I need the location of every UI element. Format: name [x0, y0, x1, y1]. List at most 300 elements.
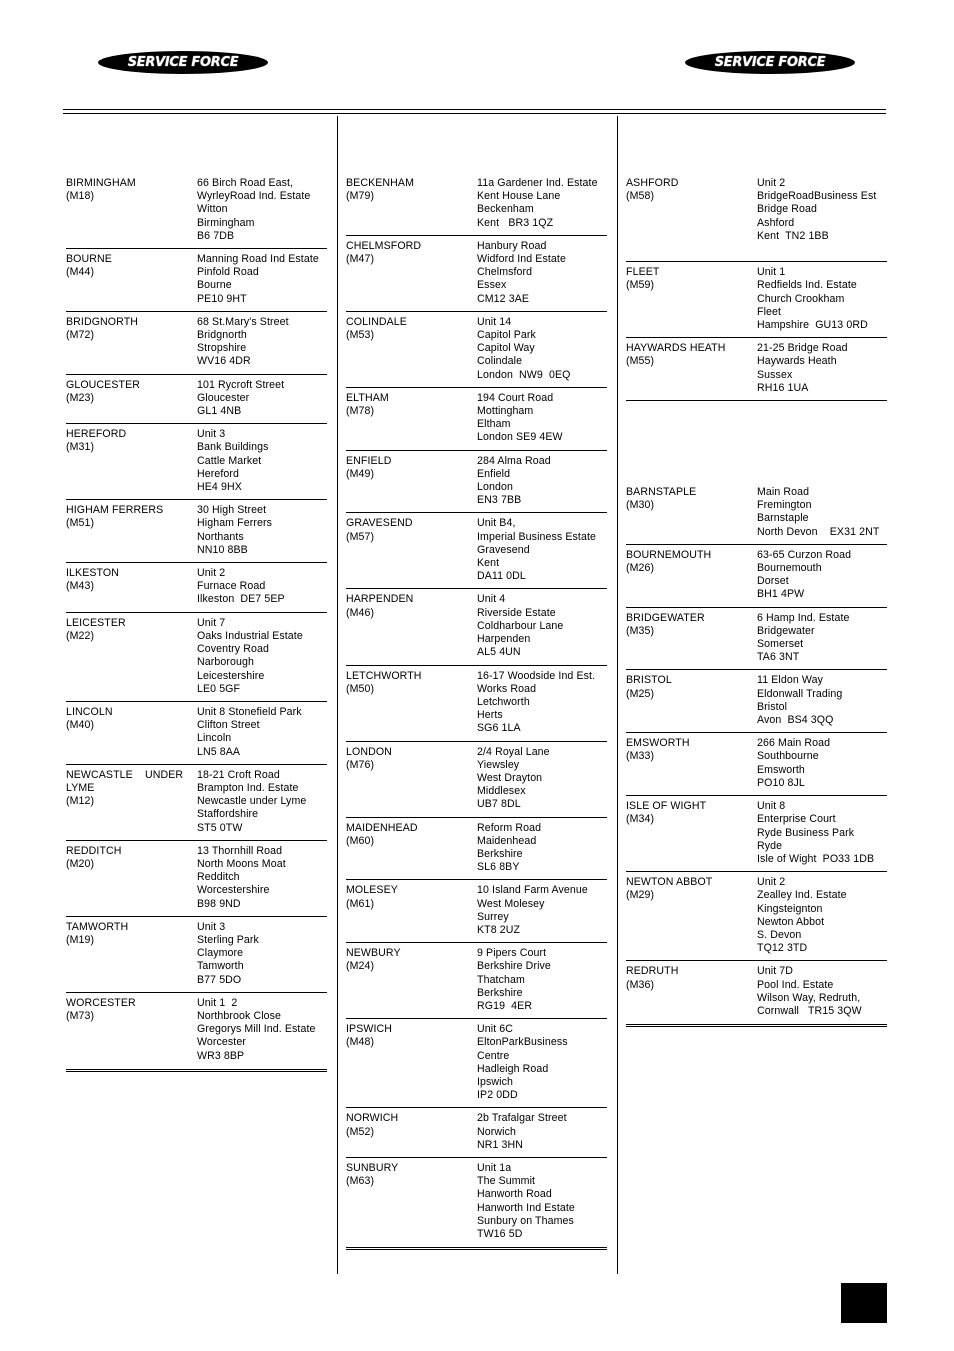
centre-code: (M29) [626, 889, 655, 902]
centre-name: BRIDGEWATER [626, 611, 705, 624]
service-centre-entry [626, 800, 887, 872]
centre-address [477, 240, 607, 306]
address-line: Unit 1a [477, 1162, 512, 1174]
centre-location [346, 392, 477, 445]
address-line: Beckenham [477, 203, 534, 216]
centre-code: (M49) [346, 467, 375, 480]
address-line: Church Crookham [757, 292, 845, 305]
address-line: 21-25 Bridge Road [757, 342, 848, 355]
address-line: Bridge Road [757, 203, 817, 216]
service-centre-entry [66, 921, 327, 993]
centre-location [66, 617, 197, 696]
centre-location [626, 266, 757, 332]
centre-address [477, 392, 607, 445]
centre-location [346, 517, 477, 583]
centre-address [197, 769, 327, 835]
address-line: Herts [477, 709, 503, 722]
centre-address [757, 674, 887, 727]
header-rule [63, 113, 886, 114]
address-line: Lincoln [197, 732, 232, 745]
centre-location [346, 455, 477, 508]
centre-address [477, 316, 607, 382]
address-line: Gravesend [477, 543, 530, 556]
section-gap [626, 405, 887, 486]
address-line: Bristol [757, 700, 788, 713]
address-line: Northants [197, 530, 244, 543]
centre-address [197, 845, 327, 911]
address-line: Capitol Park [477, 329, 536, 342]
address-line: Unit 1 [757, 266, 786, 279]
address-line: Norwich [477, 1125, 516, 1138]
address-line: West Drayton [477, 771, 543, 784]
address-line: 2/4 Royal Lane [477, 745, 550, 758]
centre-code: (M44) [66, 266, 95, 279]
service-centre-entry [346, 947, 607, 1019]
centre-name: TAMWORTH [66, 920, 129, 933]
centre-name: BRIDGNORTH [66, 315, 139, 328]
centre-location [66, 567, 197, 607]
centre-address [757, 266, 887, 332]
address-line: Essex [477, 279, 507, 292]
address-line: Unit 4 [477, 593, 506, 606]
address-line: Letchworth [477, 695, 530, 708]
centre-name: REDRUTH [626, 965, 679, 978]
address-line: TA6 3NT [757, 651, 800, 664]
centre-address [477, 593, 607, 659]
centre-name: BRISTOL [626, 674, 672, 687]
centre-address [757, 486, 887, 539]
centre-code: (M23) [66, 391, 95, 404]
address-line: Unit 3 [197, 428, 226, 441]
centre-location [626, 486, 757, 539]
address-line: Manning Road Ind Estate [197, 253, 319, 266]
address-line: Newcastle under Lyme [197, 795, 307, 808]
centre-code: (M25) [626, 687, 655, 700]
address-line: Barnstaple [757, 512, 809, 525]
address-line: 68 St.Mary's Street [197, 315, 289, 328]
service-centre-entry [66, 997, 327, 1072]
address-line: Mottingham [477, 405, 534, 418]
page-number-box [841, 1283, 887, 1323]
service-centre-entry [66, 706, 327, 765]
centre-name: ENFIELD [346, 454, 392, 467]
address-line: UB7 8DL [477, 798, 521, 811]
address-line: Ashford [757, 216, 795, 229]
centre-code: (M73) [66, 1009, 95, 1022]
address-line: Widford Ind Estate [477, 253, 566, 266]
address-line: Gloucester [197, 391, 250, 404]
centre-code: (M76) [346, 758, 375, 771]
centre-address [477, 746, 607, 812]
address-line: Ipswich [477, 1075, 514, 1088]
address-line: Kingsteignton [757, 902, 823, 915]
centre-name: GLOUCESTER [66, 378, 140, 391]
centre-name: NEWBURY [346, 947, 401, 960]
service-centre-entry [66, 617, 327, 702]
centre-location [346, 670, 477, 736]
centre-name: GRAVESEND [346, 517, 413, 530]
centre-code: (M57) [346, 530, 375, 543]
address-line: Thatcham [477, 973, 525, 986]
address-line: 13 Thornhill Road [197, 844, 283, 857]
centre-address [757, 177, 887, 256]
address-line: TQ12 3TD [757, 942, 808, 955]
centre-location [346, 884, 477, 937]
service-centre-entry [626, 486, 887, 545]
centre-name: ASHFORD [626, 177, 679, 189]
address-line: The Summit [477, 1175, 536, 1188]
service-force-logo: SERVICE FORCE [685, 51, 855, 74]
centre-name: CHELMSFORD [346, 239, 422, 252]
centre-location [626, 965, 757, 1018]
service-centre-entry [66, 769, 327, 841]
address-line: Kent TN2 1BB [757, 229, 829, 242]
centre-code: (M63) [346, 1175, 375, 1188]
centre-address [197, 316, 327, 369]
service-centre-entry [346, 517, 607, 589]
centre-code: (M52) [346, 1125, 375, 1138]
address-line: Unit 2 [197, 567, 226, 580]
address-line: RH16 1UA [757, 381, 809, 394]
centre-location [66, 706, 197, 759]
centre-code: (M60) [346, 834, 375, 847]
address-line: Eldonwall Trading [757, 687, 843, 700]
service-centre-entry [346, 884, 607, 943]
centre-location [626, 549, 757, 602]
centre-location [626, 342, 757, 395]
address-line: Hampshire GU13 0RD [757, 319, 868, 332]
address-line: Fremington [757, 499, 812, 512]
address-line: EN3 7BB [477, 494, 522, 507]
centre-name: WORCESTER [66, 996, 136, 1009]
service-centre-entry [66, 845, 327, 917]
address-line: Oaks Industrial Estate [197, 629, 303, 642]
service-centre-entry [346, 240, 607, 312]
centre-location [346, 822, 477, 875]
centre-address [477, 884, 607, 937]
address-line: London SE9 4EW [477, 431, 563, 444]
address-line: Unit 1 2 [197, 996, 238, 1009]
address-line: Ryde Business Park [757, 826, 855, 839]
address-line: 11 Eldon Way [757, 674, 823, 687]
address-line: Kent House Lane [477, 190, 561, 203]
centre-code: (M51) [66, 517, 95, 530]
centre-name: BOURNEMOUTH [626, 548, 712, 561]
address-line: Yiewsley [477, 758, 520, 771]
centre-location [626, 612, 757, 665]
address-line: Worcestershire [197, 884, 270, 897]
centre-code: (M22) [66, 629, 95, 642]
centre-code: (M79) [346, 190, 375, 203]
centre-code: (M47) [346, 253, 375, 266]
address-line: London [477, 481, 513, 494]
centre-code: (M19) [66, 933, 95, 946]
centre-name: NEWTON ABBOT [626, 876, 713, 889]
address-line: Sunbury on Thames [477, 1214, 574, 1227]
address-line: Kent BR3 1QZ [477, 216, 554, 229]
service-centre-entry [346, 1023, 607, 1108]
address-line: Sussex [757, 368, 793, 381]
address-line: Zealley Ind. Estate [757, 889, 847, 902]
address-line: Unit 7D [757, 965, 794, 978]
service-centre-entry [66, 504, 327, 563]
address-line: 18-21 Croft Road [197, 768, 280, 781]
centre-code: (M59) [626, 279, 655, 292]
address-line: NR1 3HN [477, 1138, 524, 1151]
address-line: Isle of Wight PO33 1DB [757, 852, 875, 865]
centre-name: ISLE OF WIGHT [626, 800, 707, 813]
centre-code: (M31) [66, 441, 95, 454]
service-centre-entry [626, 266, 887, 338]
centre-code: (M58) [626, 190, 655, 203]
centre-name: LYME [66, 781, 95, 794]
centre-location [626, 177, 757, 256]
centre-location [66, 997, 197, 1063]
centre-address [197, 706, 327, 759]
centre-address [477, 1112, 607, 1152]
address-line: IP2 0DD [477, 1089, 518, 1102]
centre-address [197, 617, 327, 696]
address-line: Emsworth [757, 763, 805, 776]
address-line: Riverside Estate [477, 606, 556, 619]
centre-location [346, 947, 477, 1013]
centre-address [757, 737, 887, 790]
address-line: Dorset [757, 575, 789, 588]
centre-name: BARNSTAPLE [626, 486, 697, 499]
address-line: London NW9 0EQ [477, 368, 571, 381]
address-line: Hanbury Road [477, 239, 547, 252]
column-divider [617, 116, 618, 1274]
address-line: Kent [477, 557, 500, 570]
address-line: 63-65 Curzon Road [757, 548, 852, 561]
address-column-1 [66, 177, 327, 1076]
address-line: Somerset [757, 638, 804, 651]
centre-location [66, 253, 197, 306]
address-line: Hadleigh Road [477, 1062, 549, 1075]
address-line: Ryde [757, 839, 783, 852]
address-line: KT8 2UZ [477, 923, 521, 936]
centre-code: (M36) [626, 978, 655, 991]
address-line: Bridgewater [757, 624, 815, 637]
centre-code: (M61) [346, 897, 375, 910]
address-line: 10 Island Farm Avenue [477, 884, 588, 897]
centre-address [477, 947, 607, 1013]
centre-location [346, 1112, 477, 1152]
address-line: B77 5DO [197, 973, 242, 986]
address-line: Hanworth Road [477, 1188, 552, 1201]
address-line: Works Road [477, 682, 537, 695]
address-line: Sterling Park [197, 933, 259, 946]
address-line: Unit 2 [757, 876, 786, 889]
address-line: 66 Birch Road East, [197, 177, 294, 189]
address-line: Bank Buildings [197, 441, 269, 454]
address-line: BH1 4PW [757, 588, 805, 601]
address-line: Avon BS4 3QQ [757, 714, 834, 727]
address-line: Witton [197, 203, 228, 216]
address-line: HE4 9HX [197, 481, 242, 494]
centre-address [477, 822, 607, 875]
address-line: 16-17 Woodside Ind Est. [477, 669, 596, 682]
centre-location [626, 876, 757, 955]
centre-address [197, 379, 327, 419]
centre-location [346, 177, 477, 230]
address-line: PE10 9HT [197, 292, 247, 305]
address-line: Northbrook Close [197, 1009, 282, 1022]
centre-name: BOURNE [66, 253, 112, 266]
address-line: 266 Main Road [757, 737, 831, 750]
centre-code: (M12) [66, 795, 95, 808]
centre-location [626, 674, 757, 727]
centre-name: MAIDENHEAD [346, 821, 418, 834]
address-line: 9 Pipers Court [477, 947, 547, 960]
address-line: Coventry Road [197, 643, 269, 656]
service-centre-entry [626, 612, 887, 671]
address-line: B6 7DB [197, 229, 235, 242]
address-line: RG19 4ER [477, 999, 533, 1012]
centre-address [757, 342, 887, 395]
centre-address [477, 517, 607, 583]
centre-code: (M48) [346, 1036, 375, 1049]
centre-location [66, 379, 197, 419]
service-centre-entry [346, 822, 607, 881]
centre-code: (M33) [626, 750, 655, 763]
address-line: Ilkeston DE7 5EP [197, 593, 285, 606]
address-line: 101 Rycroft Street [197, 378, 285, 391]
centre-address [477, 177, 607, 230]
address-line: Main Road [757, 486, 810, 499]
centre-name: BIRMINGHAM [66, 177, 136, 189]
centre-address [197, 921, 327, 987]
address-line: Newton Abbot [757, 915, 825, 928]
address-line: BridgeRoadBusiness Est [757, 190, 877, 203]
service-centre-entry [66, 379, 327, 425]
centre-address [197, 253, 327, 306]
address-line [757, 243, 887, 256]
centre-location [346, 593, 477, 659]
centre-code: (M26) [626, 562, 655, 575]
address-line: Tamworth [197, 960, 244, 973]
address-line: Surrey [477, 910, 509, 923]
service-centre-entry [346, 177, 607, 236]
address-line: Clifton Street [197, 719, 260, 732]
address-line: West Molesey [477, 897, 545, 910]
address-line: Colindale [477, 355, 523, 368]
centre-code: (M40) [66, 719, 95, 732]
centre-address [757, 800, 887, 866]
address-line: GL1 4NB [197, 405, 242, 418]
address-line: Unit 2 [757, 177, 786, 189]
address-line: Hanworth Ind Estate [477, 1201, 575, 1214]
address-column-3 [626, 177, 887, 1031]
centre-location [66, 504, 197, 557]
address-line: 284 Alma Road [477, 454, 551, 467]
address-line: Unit 3 [197, 920, 226, 933]
centre-name: HAYWARDS HEATH [626, 342, 726, 355]
address-line: DA11 0DL [477, 570, 526, 583]
centre-code: (M50) [346, 682, 375, 695]
centre-name: NEWCASTLE UNDER [66, 768, 184, 781]
service-centre-entry [66, 316, 327, 375]
centre-code: (M30) [626, 499, 655, 512]
centre-name: REDDITCH [66, 844, 122, 857]
address-line: Unit 8 [757, 800, 786, 813]
address-line: LE0 5GF [197, 682, 241, 695]
service-centre-entry [346, 1112, 607, 1158]
address-line: Unit 7 [197, 616, 226, 629]
centre-name: FLEET [626, 266, 660, 279]
address-line: Higham Ferrers [197, 517, 272, 530]
address-line: Narborough [197, 656, 254, 669]
address-line: Pinfold Road [197, 266, 259, 279]
centre-address [757, 965, 887, 1018]
address-line: Chelmsford [477, 266, 533, 279]
address-line: Redfields Ind. Estate [757, 279, 857, 292]
centre-address [477, 1023, 607, 1102]
service-centre-entry [626, 549, 887, 608]
address-line: Brampton Ind. Estate [197, 781, 299, 794]
address-line: Centre [477, 1049, 510, 1062]
address-line: Leicestershire [197, 669, 265, 682]
address-line: Maidenhead [477, 834, 537, 847]
service-centre-entry [66, 177, 327, 249]
centre-location [346, 240, 477, 306]
centre-name: LETCHWORTH [346, 669, 422, 682]
service-centre-entry [66, 428, 327, 500]
service-centre-entry [346, 746, 607, 818]
centre-name: LINCOLN [66, 705, 113, 718]
service-centre-entry [626, 737, 887, 796]
centre-address [197, 997, 327, 1063]
centre-address [757, 612, 887, 665]
service-centre-entry [346, 670, 607, 742]
address-line: Unit 6C [477, 1023, 514, 1036]
centre-name: HARPENDEN [346, 593, 414, 606]
centre-location [66, 921, 197, 987]
centre-name: LEICESTER [66, 616, 126, 629]
centre-code: (M55) [626, 355, 655, 368]
centre-code: (M24) [346, 960, 375, 973]
address-line: Bridgnorth [197, 329, 247, 342]
address-line: EltonParkBusiness [477, 1036, 568, 1049]
service-centre-entry [626, 177, 887, 262]
centre-location [626, 800, 757, 866]
service-centre-entry [626, 965, 887, 1027]
address-line: CM12 3AE [477, 292, 530, 305]
centre-name: SUNBURY [346, 1162, 399, 1174]
service-centre-entry [346, 392, 607, 451]
address-line: Cattle Market [197, 454, 262, 467]
address-line: AL5 4UN [477, 646, 521, 659]
address-line: Capitol Way [477, 342, 535, 355]
address-column-2 [346, 177, 607, 1254]
address-line: Berkshire [477, 986, 523, 999]
address-line: Redditch [197, 871, 240, 884]
address-line: PO10 8JL [757, 776, 805, 789]
address-line: Fleet [757, 305, 782, 318]
address-line: TW16 5D [477, 1228, 523, 1241]
address-line: Claymore [197, 947, 244, 960]
address-line: Berkshire Drive [477, 960, 551, 973]
address-line: Stropshire [197, 342, 247, 355]
address-line: Worcester [197, 1036, 246, 1049]
centre-code: (M72) [66, 329, 95, 342]
address-line: SL6 8BY [477, 861, 520, 874]
address-line: ST5 0TW [197, 821, 243, 834]
address-line: Wilson Way, Redruth, [757, 991, 861, 1004]
centre-location [346, 1023, 477, 1102]
service-centre-entry [346, 1162, 607, 1250]
address-line: Berkshire [477, 847, 523, 860]
